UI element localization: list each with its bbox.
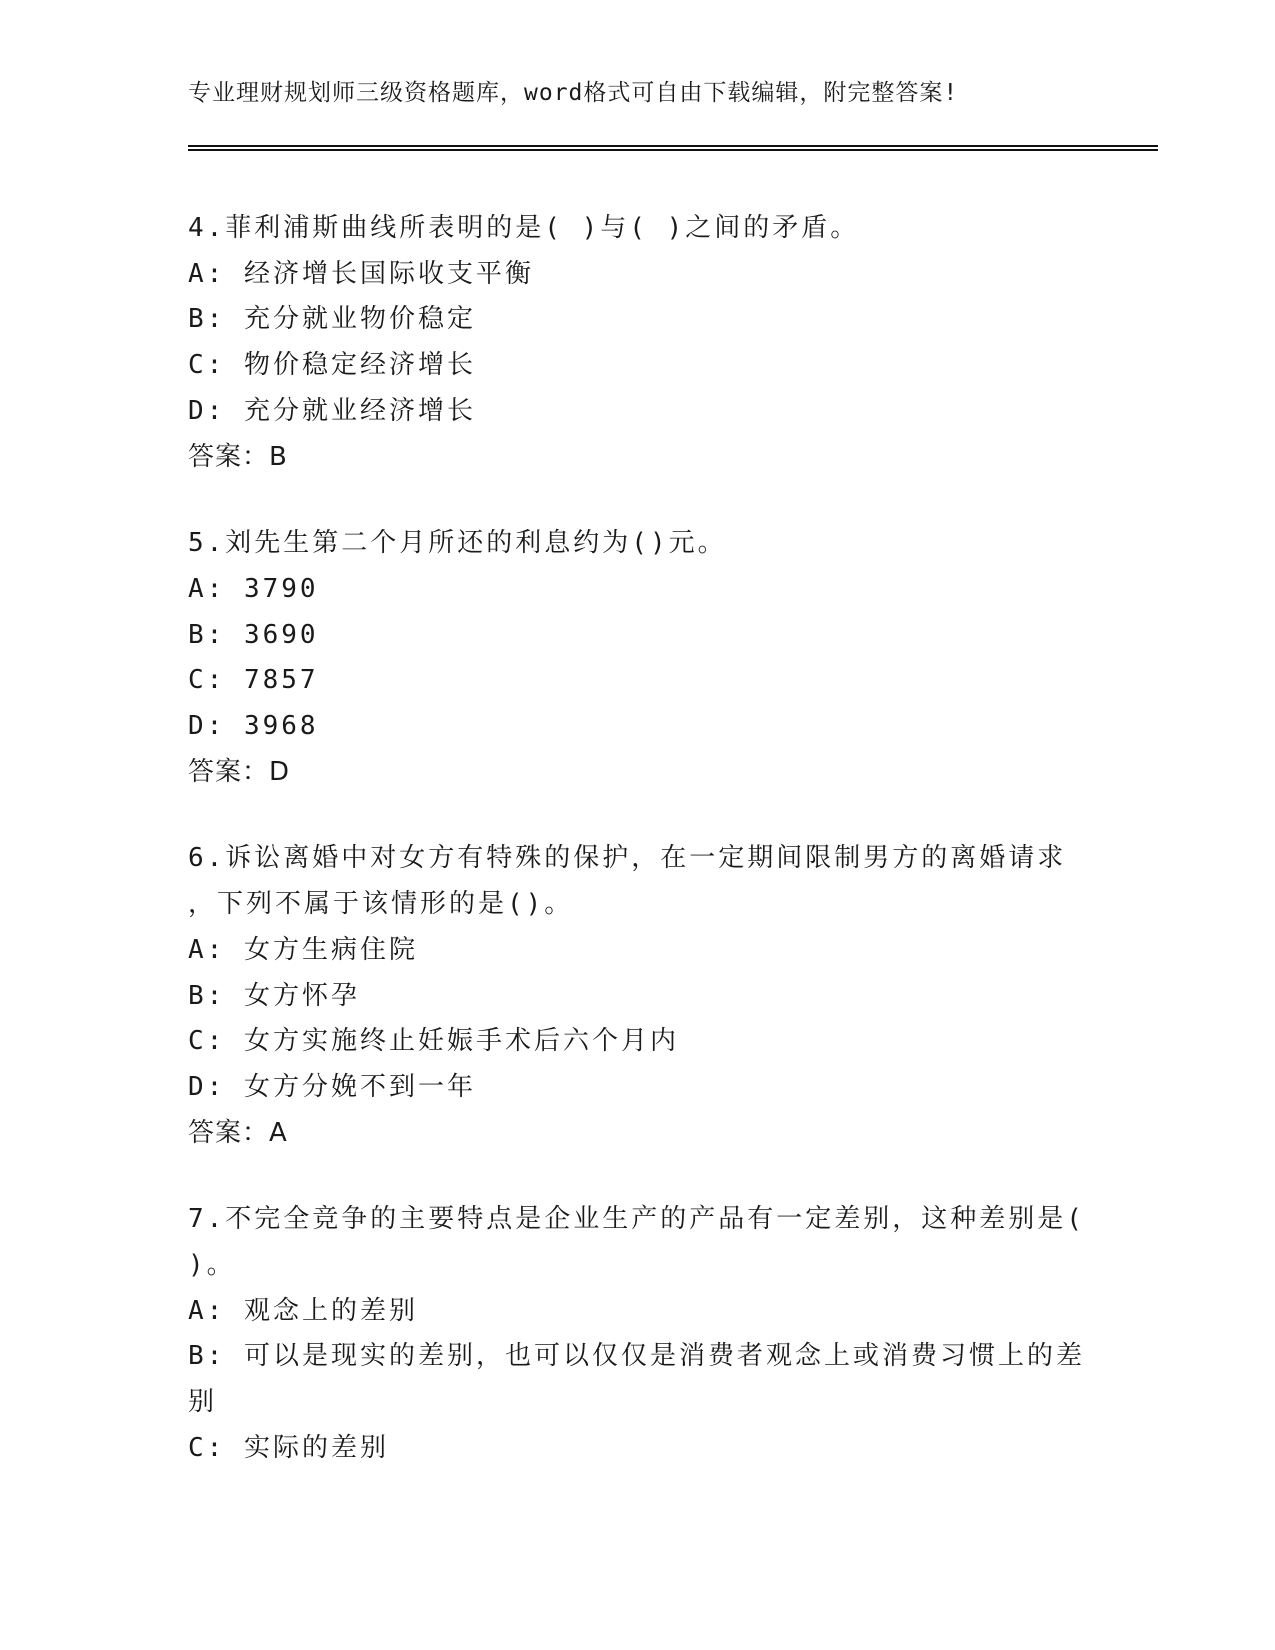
option-a: A: 女方生病住院 (188, 934, 418, 965)
question-stem-continued: )。 (188, 1250, 236, 1281)
option-d: D: 3968 (188, 711, 319, 742)
option-c: C: 物价稳定经济增长 (188, 350, 476, 381)
answer-line: 答案：D (188, 756, 291, 787)
option-a: A: 3790 (188, 573, 319, 604)
page-header: 专业理财规划师三级资格题库，word格式可自由下载编辑，附完整答案! (188, 80, 959, 106)
option-b: B: 女方怀孕 (188, 980, 360, 1011)
question-stem: 5.刘先生第二个月所还的利息约为()元。 (188, 528, 727, 559)
question-stem: 7.不完全竞争的主要特点是企业生产的产品有一定差别，这种差别是( (188, 1204, 1085, 1235)
option-a: A: 经济增长国际收支平衡 (188, 258, 534, 289)
question-7 (188, 1197, 1088, 1471)
header-double-rule (188, 145, 1158, 151)
option-b: B: 3690 (188, 619, 319, 650)
option-c: C: 女方实施终止妊娠手术后六个月内 (188, 1026, 679, 1057)
option-b: B: 可以是现实的差别，也可以仅仅是消费者观念上或消费习惯上的差 (188, 1341, 1085, 1372)
option-d: D: 充分就业经济增长 (188, 395, 476, 426)
answer-line: 答案：A (188, 1117, 288, 1148)
option-a: A: 观念上的差别 (188, 1295, 418, 1326)
option-b: B: 充分就业物价稳定 (188, 304, 476, 335)
option-b-continued: 别 (188, 1387, 218, 1418)
option-d: D: 女方分娩不到一年 (188, 1071, 476, 1102)
question-stem: 6.诉讼离婚中对女方有特殊的保护，在一定期间限制男方的离婚请求 (188, 843, 1067, 874)
option-c: C: 7857 (188, 665, 319, 696)
answer-line: 答案：B (188, 441, 288, 472)
question-6 (188, 836, 1088, 1156)
option-c: C: 实际的差别 (188, 1432, 389, 1463)
question-list (188, 206, 1088, 1513)
question-stem: 4.菲利浦斯曲线所表明的是( )与( )之间的矛盾。 (188, 213, 860, 243)
question-stem-continued: ，下列不属于该情形的是()。 (188, 889, 574, 920)
question-4 (188, 206, 1088, 480)
question-5 (188, 521, 1088, 795)
